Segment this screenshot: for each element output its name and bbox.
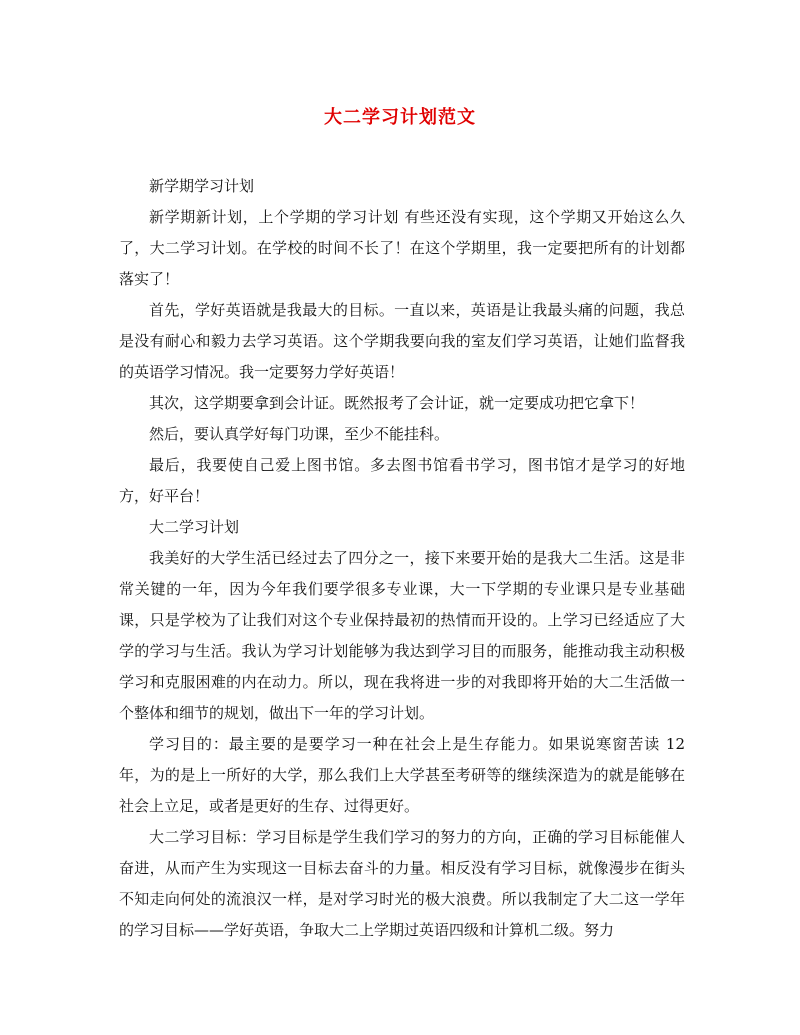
paragraph-library: 最后，我要使自己爱上图书馆。多去图书馆看书学习，图书馆才是学习的好地方，好平台！	[119, 456, 685, 505]
paragraph-study-purpose: 学习目的：最主要的是要学习一种在社会上是生存能力。如果说寒窗苦读 12 年，为的是上一所好的大学，那么我们上大学甚至考研等的继续深造为的就是能够在社会上立足，或者是更好的生存、过得更好。	[119, 735, 685, 815]
paragraph-accounting-cert: 其次，这学期要拿到会计证。既然报考了会计证，就一定要成功把它拿下！	[149, 394, 645, 412]
document-title: 大二学习计划范文	[324, 107, 476, 128]
paragraph-sophomore-life: 我美好的大学生活已经过去了四分之一，接下来要开始的是我大二生活。这是非常关键的一年，因为今年我们要学很多专业课，大一下学期的专业课只是专业基础课，只是学校为了让我们对这个专业保持最初的热情而开设的。上学习已经适应了大学的学习与生活。我认为学习计划能够为我达到学习目的而服务，能推动我主动积极学习和克服困难的内在动力。所以，现在我将进一步的对我即将开始的大二生活做一个整体和细节的规划，做出下一年的学习计划。	[119, 549, 685, 722]
paragraph-study-goals: 大二学习目标：学习目标是学生我们学习的努力的方向，正确的学习目标能催人奋进，从而产生为实现这一目标去奋斗的力量。相反没有学习目标，就像漫步在街头不知走向何处的流浪汉一样，是对学习时光的极大浪费。所以我制定了大二这一学年的学习目标——学好英语，争取大二上学期过英语四级和计算机二级。努力	[119, 828, 685, 939]
paragraph-heading-sophomore-plan: 大二学习计划	[149, 518, 240, 536]
document-body	[119, 171, 685, 946]
paragraph-courses: 然后，要认真学好每门功课，至少不能挂科。	[149, 425, 450, 443]
paragraph-heading-new-semester: 新学期学习计划	[149, 177, 255, 195]
paragraph-english-goal: 首先，学好英语就是我最大的目标。一直以来，英语是让我最头痛的问题，我总是没有耐心和毅力去学习英语。这个学期我要向我的室友们学习英语，让她们监督我的英语学习情况。我一定要努力学好英语！	[119, 301, 685, 381]
paragraph-intro: 新学期新计划，上个学期的学习计划 有些还没有实现，这个学期又开始这么久了，大二学习计划。在学校的时间不长了！在这个学期里，我一定要把所有的计划都落实了！	[119, 208, 685, 288]
